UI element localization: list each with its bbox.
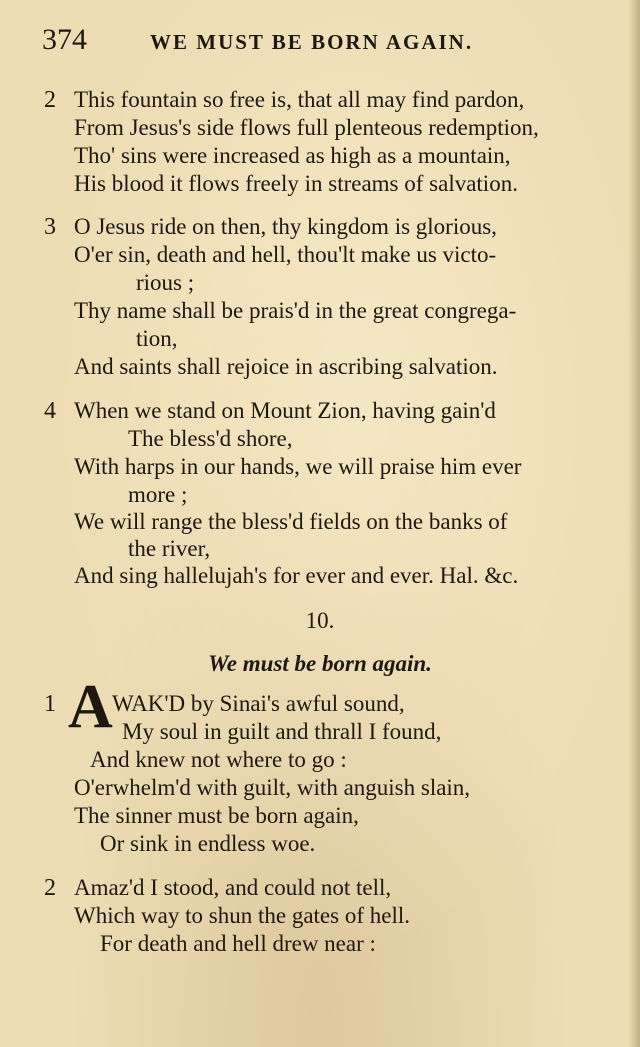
verse-line: The sinner must be born again,: [74, 803, 359, 828]
verse-line: WAK'D by Sinai's awful sound,: [112, 691, 405, 716]
verse-line: We will range the bless'd fields on the banks of: [74, 509, 508, 534]
verse-line: The bless'd shore,: [128, 426, 293, 451]
verse-line: the river,: [128, 536, 211, 561]
verse-line: And sing hallelujah's for ever and ever. Hal. &c.: [74, 563, 519, 588]
verse-line: This fountain so free is, that all may find pardon,: [74, 87, 525, 112]
page-gutter-shadow: [628, 0, 640, 1047]
verse-line: O'er sin, death and hell, thou'lt make us victo-: [74, 242, 497, 267]
verse-line: For death and hell drew near :: [100, 931, 376, 956]
verse-line: O'erwhelm'd with guilt, with anguish slain,: [74, 775, 471, 800]
verse-line: tion,: [136, 326, 178, 351]
stanza-number: 2: [44, 87, 56, 113]
verse-line: And knew not where to go :: [90, 747, 347, 772]
verse-line: With harps in our hands, we will praise him ever: [74, 454, 522, 479]
verse-line: Tho' sins were increased as high as a mountain,: [74, 143, 511, 168]
verse-line: Thy name shall be prais'd in the great congrega-: [74, 298, 517, 323]
verse-line: Amaz'd I stood, and could not tell,: [74, 875, 392, 900]
verse-line: From Jesus's side flows full plenteous redemption,: [74, 115, 539, 140]
verse-line: O Jesus ride on then, thy kingdom is glorious,: [74, 214, 497, 239]
verse-line: My soul in guilt and thrall I found,: [122, 719, 442, 744]
hymn-number: 10.: [305, 608, 335, 633]
page-number: 374: [42, 23, 87, 56]
running-title: WE MUST BE BORN AGAIN.: [150, 30, 474, 54]
verse-line: His blood it flows freely in streams of salvation.: [74, 171, 518, 196]
stanza-number: 4: [44, 398, 56, 424]
hymn-title: We must be born again.: [208, 651, 432, 676]
verse-line: And saints shall rejoice in ascribing salvation.: [74, 354, 498, 379]
verse-line: Or sink in endless woe.: [100, 831, 316, 856]
verse-line: Which way to shun the gates of hell.: [74, 903, 410, 928]
verse-line: rious ;: [136, 270, 195, 295]
stanza-number: 2: [44, 875, 56, 901]
drop-cap-letter: A: [68, 673, 113, 741]
verse-line: more ;: [128, 482, 188, 507]
stanza-number: 3: [44, 214, 56, 240]
page-header: [42, 22, 602, 62]
stanza-number: 1: [44, 691, 56, 717]
verse-line: When we stand on Mount Zion, having gain'd: [74, 398, 496, 423]
